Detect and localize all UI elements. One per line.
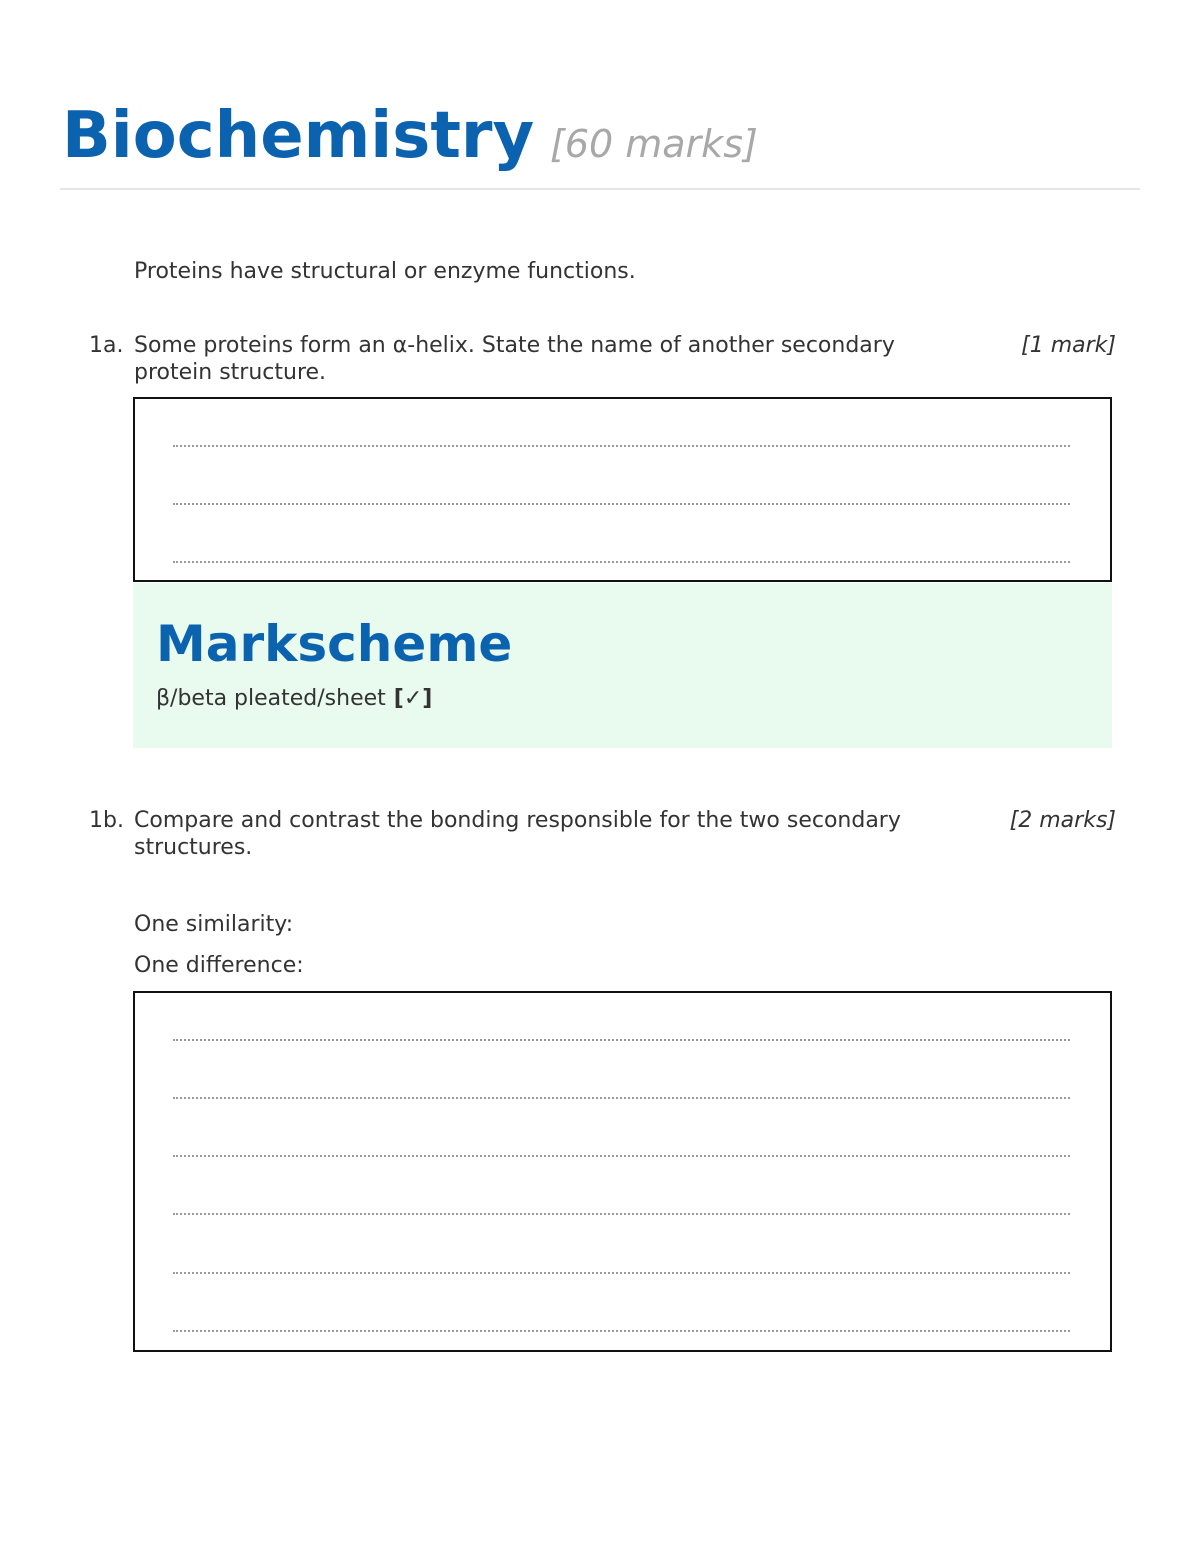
markscheme-answer	[156, 685, 432, 713]
answer-line	[173, 445, 1070, 447]
question-marks-1a: [1 mark]	[1021, 333, 1116, 358]
answer-line	[173, 561, 1070, 563]
question-marks-1b: [2 marks]	[1009, 808, 1116, 833]
markscheme-title: Markscheme	[156, 615, 513, 673]
similarity-label: One similarity:	[134, 912, 294, 937]
page-header	[60, 96, 1140, 190]
answer-line	[173, 1039, 1070, 1041]
total-marks: [60 marks]	[550, 122, 758, 166]
answer-line	[173, 1213, 1070, 1215]
markscheme-answer-text: β/beta pleated/sheet	[156, 686, 386, 711]
question-intro: Proteins have structural or enzyme functions.	[134, 259, 636, 284]
markscheme-panel	[133, 583, 1112, 748]
answer-box-1b[interactable]	[133, 991, 1112, 1352]
question-number-1a: 1a.	[89, 333, 124, 358]
answer-line	[173, 503, 1070, 505]
answer-line	[173, 1330, 1070, 1332]
markscheme-tick: [✓]	[393, 686, 433, 711]
question-text-1b: Compare and contrast the bonding responsible for the two secondary structures.	[134, 808, 901, 860]
question-text-1a: Some proteins form an α-helix. State the name of another secondary protein structure.	[134, 333, 895, 385]
answer-line	[173, 1272, 1070, 1274]
question-number-1b: 1b.	[89, 808, 124, 833]
difference-label: One difference:	[134, 953, 304, 978]
answer-line	[173, 1155, 1070, 1157]
answer-box-1a[interactable]	[133, 397, 1112, 582]
answer-line	[173, 1097, 1070, 1099]
page-title: Biochemistry	[62, 99, 535, 173]
